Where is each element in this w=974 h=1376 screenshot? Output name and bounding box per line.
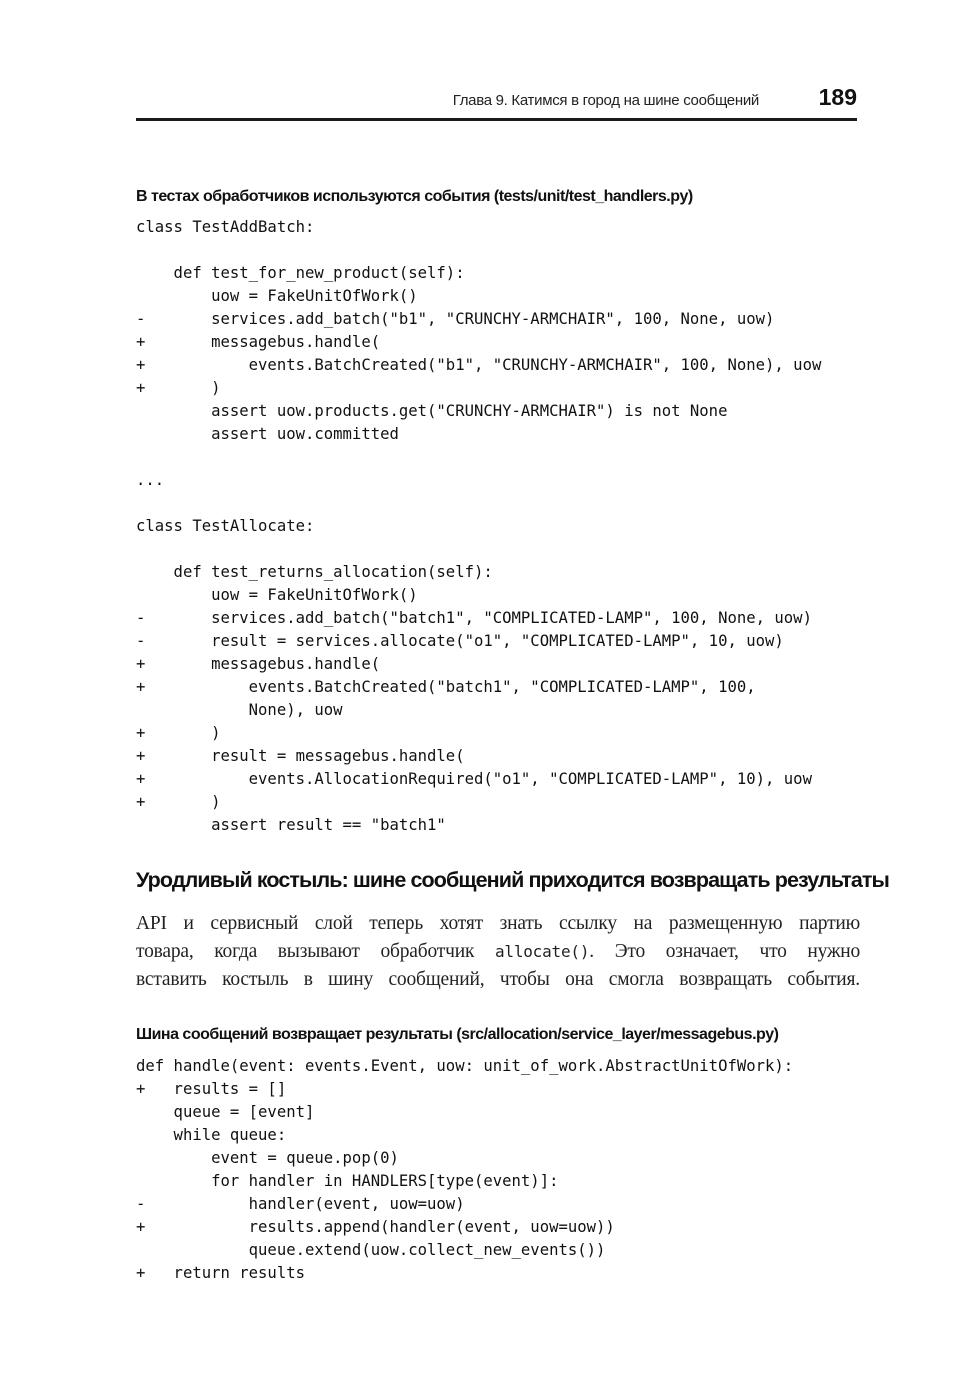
paragraph-text: . Это означает, что нужно	[589, 941, 861, 962]
paragraph-line: вставить костыль в шину сообщений, чтобы она смогла возвращать события.	[136, 969, 860, 990]
header-rule	[136, 118, 857, 121]
page-number: 189	[818, 84, 857, 110]
running-header	[136, 84, 857, 120]
paragraph-text: товара, когда вызывают обработчик	[136, 941, 495, 962]
listing-caption: В тестах обработчиков используются события (tests/unit/test_handlers.py)	[136, 188, 693, 205]
paragraph-line	[136, 938, 860, 966]
code-listing: class TestAddBatch: def test_for_new_product(self): uow = FakeUnitOfWork() - services.add_batch("b1", "CRUNCHY-ARMCHAIR", 100, None, uow) + messagebus.handle( + events.BatchCreated("b1", "CRUNCHY-ARMCHAIR", 100, None), uow + ) assert uow.products.get("CRUNCHY-ARMCHAIR") is not None assert uow.committed ... class TestAllocate: def test_returns_allocation(self): uow = FakeUnitOfWork() - services.add_batch("batch1", "COMPLICATED-LAMP", 100, None, uow) - result = services.allocate("o1", "COMPLICATED-LAMP", 10, uow) + messagebus.handle( + events.BatchCreated("batch1", "COMPLICATED-LAMP", 100, None), uow + ) + result = messagebus.handle( + events.AllocationRequired("o1", "COMPLICATED-LAMP", 10), uow + ) assert result == "batch1"	[136, 218, 822, 834]
listing-caption: Шина сообщений возвращает результаты (src/allocation/service_layer/messagebus.py)	[136, 1026, 779, 1043]
inline-code: allocate()	[494, 942, 590, 961]
section-heading: Уродливый костыль: шине сообщений приходится возвращать результаты	[136, 868, 889, 892]
chapter-title: Глава 9. Катимся в город на шине сообщений	[452, 92, 759, 109]
code-listing: def handle(event: events.Event, uow: unit_of_work.AbstractUnitOfWork): + results = [] queue = [event] while queue: event = queue.pop(0) for handler in HANDLERS[type(event)]: - handler(event, uow=uow) + results.append(handler(event, uow=uow)) queue.extend(uow.collect_new_events()) + return results	[136, 1057, 794, 1282]
paragraph-line: API и сервисный слой теперь хотят знать ссылку на размещенную партию	[136, 913, 860, 934]
body-paragraph	[136, 910, 860, 994]
